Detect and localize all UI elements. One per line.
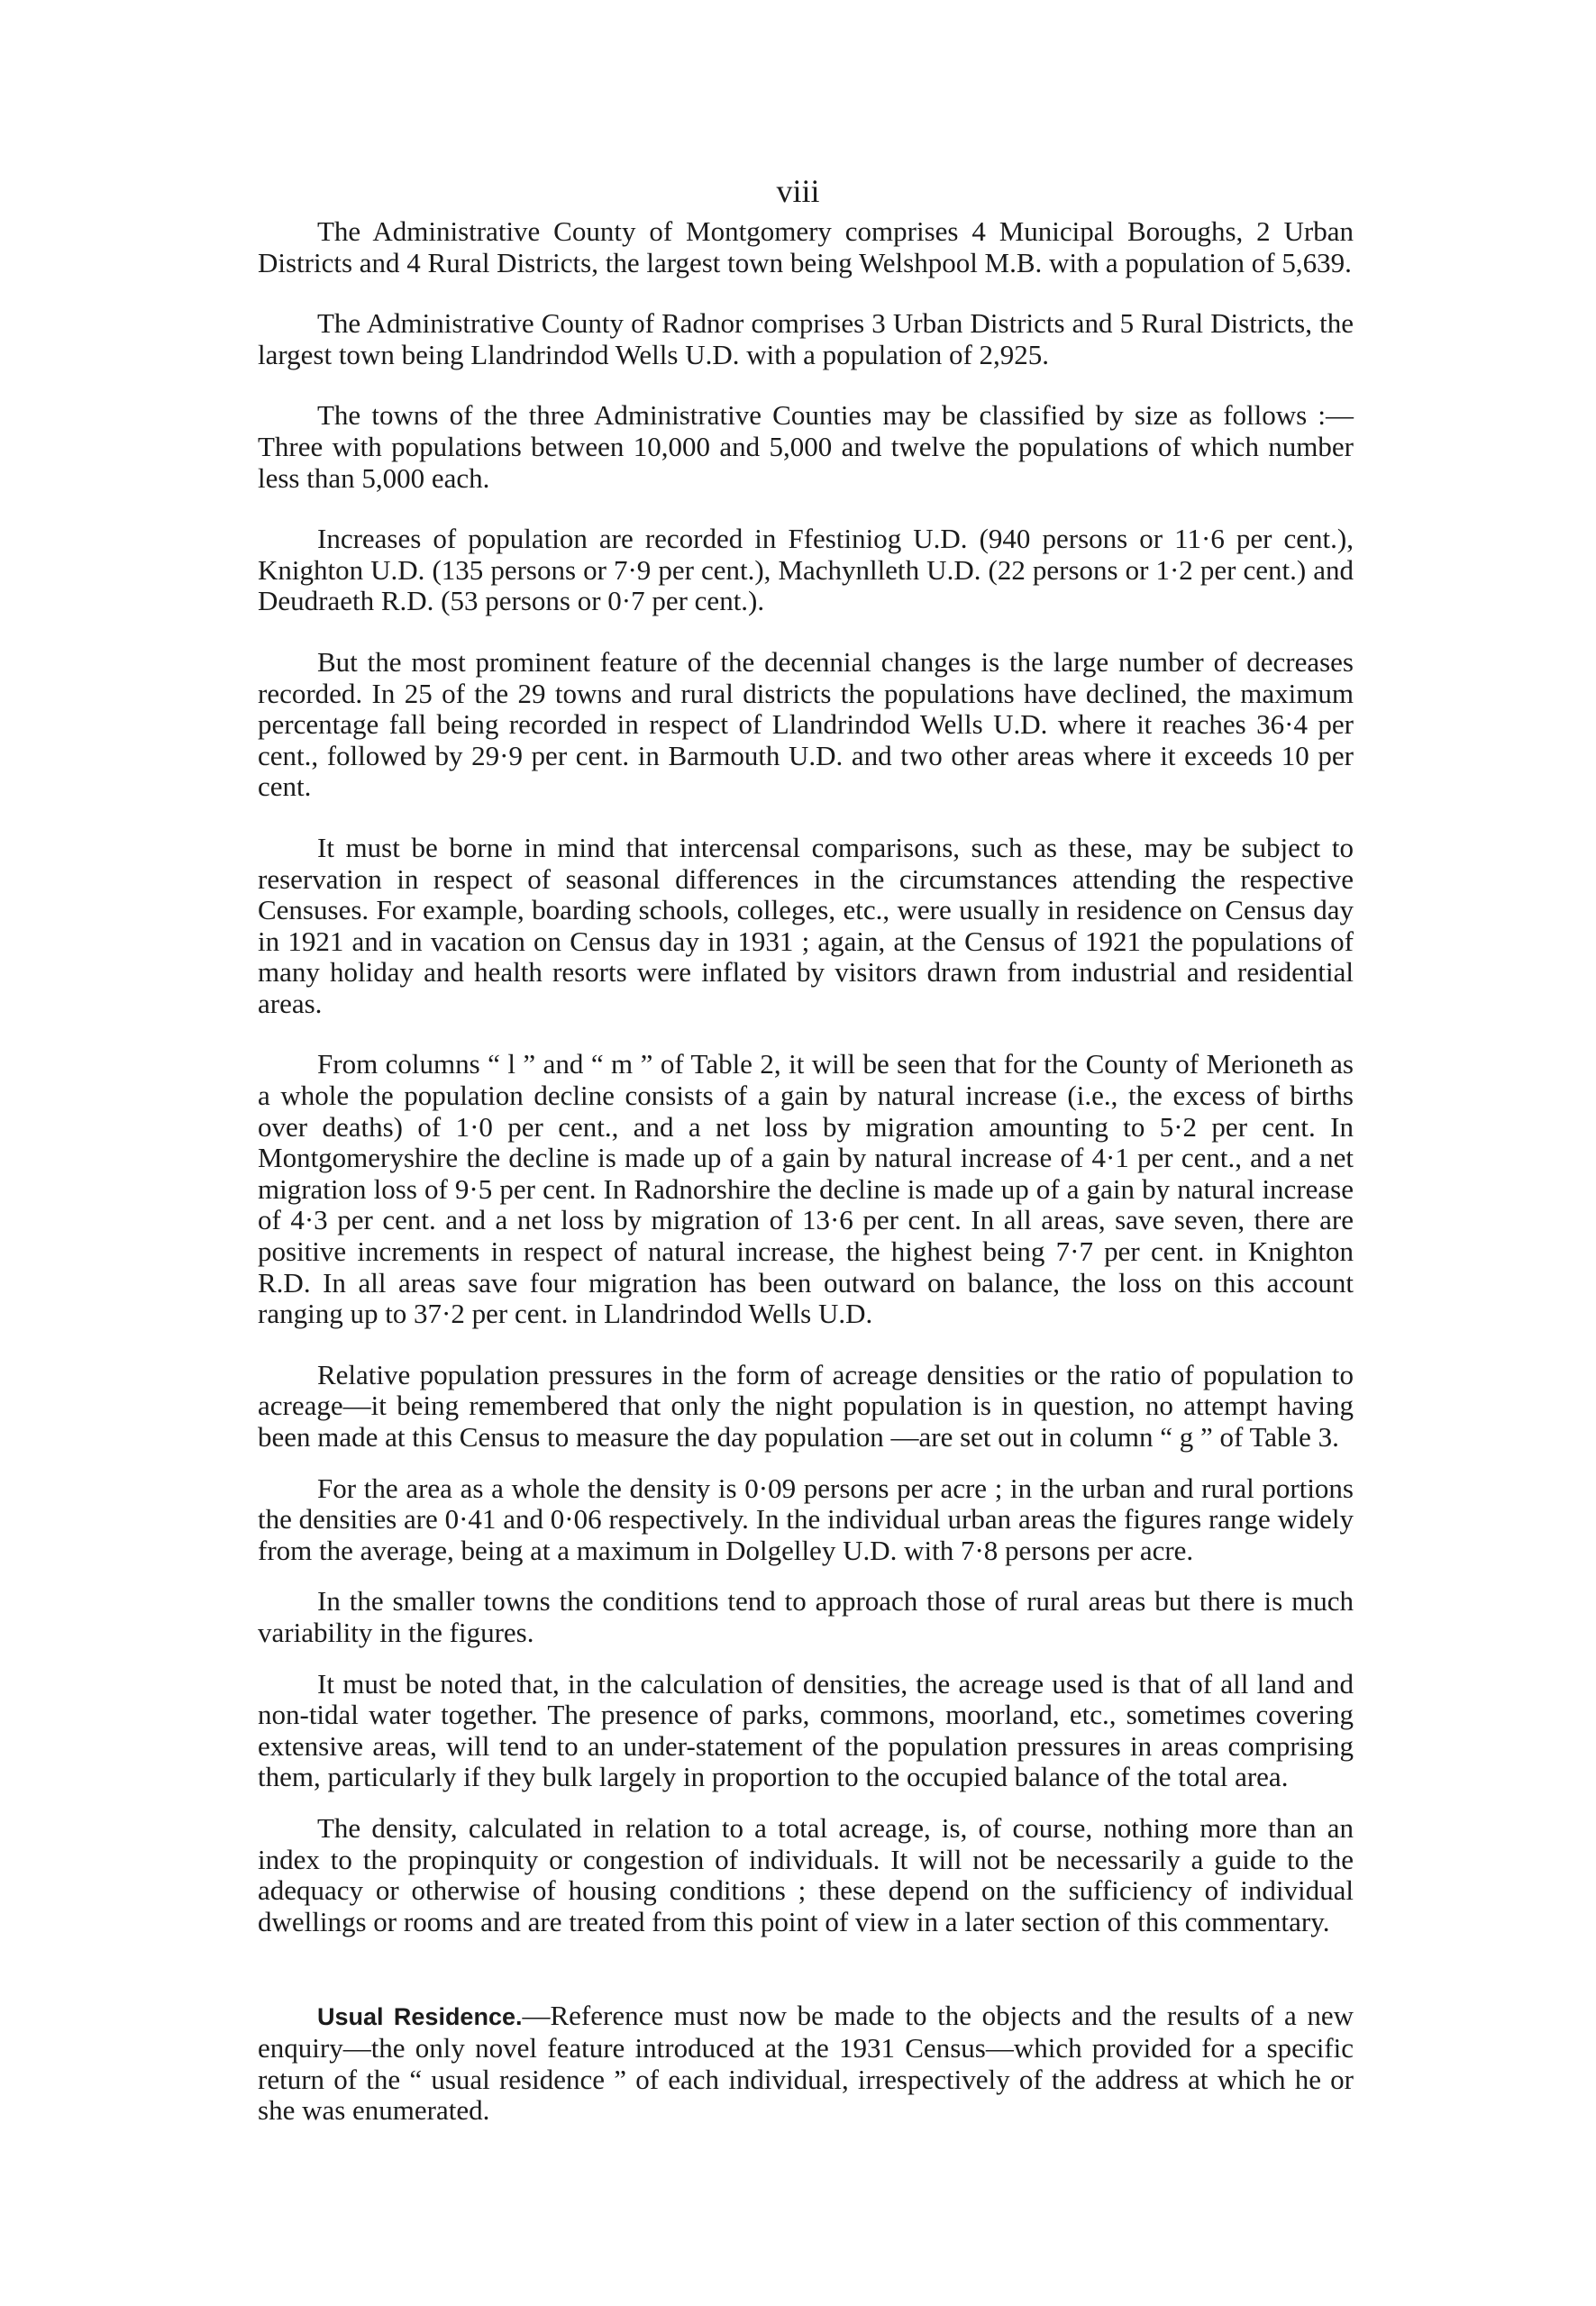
page-number: viii [776, 173, 820, 209]
paragraph-natural-increase-migration: From columns “ l ” and “ m ” of Table 2, it will be seen that for the County of Merioneth as a whole the population decline consists of a gain by natural increase (i.e., the excess of births over deaths) of 1·0 per cent., and a net loss by migration amounting to 5·2 per cent. In Montgomeryshire the decline is made up of a gain by natural increase of 4·1 per cent., and a net migration loss of 9·5 per cent. In Radnorshire the decline is made up of a gain by natural increase of 4·3 per cent. and a net loss by migration of 13·6 per cent. In all areas, save seven, there are positive increments in respect of natural increase, the highest being 7·7 per cent. in Knighton R.D. In all areas save four migration has been outward on balance, the loss on this account ranging up to 37·2 per cent. in Llandrindod Wells U.D. [258, 1048, 1354, 1330]
paragraph-montgomery: The Administrative County of Montgomery comprises 4 Municipal Boroughs, 2 Urban Districts and 4 Rural Districts, the largest town being Welshpool M.B. with a population of 5,639. [258, 215, 1354, 278]
paragraph-usual-residence [258, 2001, 1354, 2126]
paragraph-population-pressures: Relative population pressures in the form of acreage densities or the ratio of population to acreage—it being remembered that only the night population is in question, no attempt having been made at this Census to measure the day population —are set out in column “ g ” of Table 3. [258, 1358, 1354, 1453]
paragraph-radnor: The Administrative County of Radnor comprises 3 Urban Districts and 5 Rural Districts, the largest town being Llandrindod Wells U.D. with a population of 2,925. [258, 307, 1354, 370]
usual-residence-text: —Reference must now be made to the objects and the results of a new enquiry—the only novel feature introduced at the 1931 Census—which provided for a specific return of the “ usual residence ” of each individual, irrespectively of the address at which he or she was enumerated. [258, 2000, 1354, 2127]
paragraph-town-sizes: The towns of the three Administrative Counties may be classified by size as follows :—Three with populations between 10,000 and 5,000 and twelve the populations of which number less than 5,000 each. [258, 399, 1354, 494]
paragraph-decreases: But the most prominent feature of the decennial changes is the large number of decreases recorded. In 25 of the 29 towns and rural districts the populations have declined, the maximum percentage fall being recorded in respect of Llandrindod Wells U.D. where it reaches 36·4 per cent., followed by 29·9 per cent. in Barmouth U.D. and two other areas where it exceeds 10 per cent. [258, 645, 1354, 803]
paragraph-density-overall: For the area as a whole the density is 0·09 persons per acre ; in the urban and rural portions the densities are 0·41 and 0·06 respectively. In the individual urban areas the figures range widely from the average, being at a maximum in Dolgelley U.D. with 7·8 persons per acre. [258, 1472, 1354, 1566]
section-heading-usual-residence: Usual Residence. [317, 2003, 523, 2031]
paragraph-density-index: The density, calculated in relation to a total acreage, is, of course, nothing more than an index to the propinquity or congestion of individuals. It will not be necessarily a guide to the adequacy or otherwise of housing conditions ; these depend on the sufficiency of individual dwellings or rooms and are treated from this point of view in a later section of this commentary. [258, 1811, 1354, 1937]
paragraph-intercensal-comparisons: It must be borne in mind that intercensal comparisons, such as these, may be subject to reservation in respect of seasonal differences in the circumstances attending the respective Censuses. For example, boarding schools, colleges, etc., were usually in residence on Census day in 1921 and in vacation on Census day in 1931 ; again, at the Census of 1921 the populations of many holiday and health resorts were inflated by visitors drawn from industrial and residential areas. [258, 831, 1354, 1019]
page-body [258, 216, 1354, 2156]
paragraph-increases: Increases of population are recorded in Ffestiniog U.D. (940 persons or 11·6 per cent.), Knighton U.D. (135 persons or 7·9 per cent.), Machynlleth U.D. (22 persons or 1·2 per cent.) and Deudraeth R.D. (53 persons or 0·7 per cent.). [258, 523, 1354, 617]
paragraph-smaller-towns: In the smaller towns the conditions tend to approach those of rural areas but there is much variability in the figures. [258, 1585, 1354, 1648]
paragraph-acreage-note: It must be noted that, in the calculation of densities, the acreage used is that of all land and non-tidal water together. The presence of parks, commons, moorland, etc., sometimes covering extensive areas, will tend to an under-statement of the population pressures in areas comprising them, particularly if they bulk largely in proportion to the occupied balance of the total area. [258, 1667, 1354, 1793]
